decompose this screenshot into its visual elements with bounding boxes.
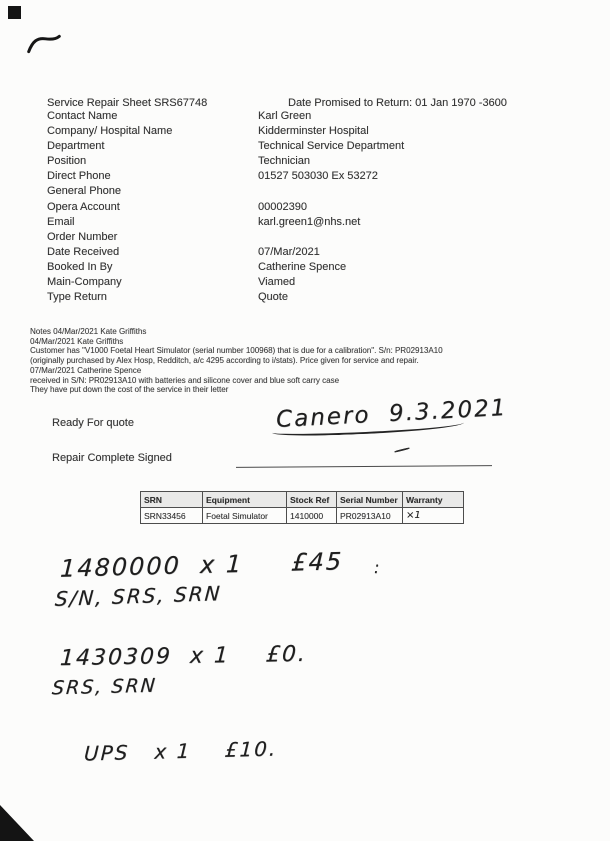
field-row-department [47, 140, 567, 155]
field-row-date-received [47, 246, 567, 261]
header-warranty: Warranty [403, 492, 464, 508]
field-label: General Phone [47, 185, 121, 198]
ready-for-quote-label: Ready For quote [52, 417, 134, 429]
notes-line: They have put down the cost of the service in their letter [30, 385, 229, 395]
field-grid [47, 110, 567, 306]
notes-line: 04/Mar/2021 Kate Griffiths [30, 336, 124, 346]
field-row-direct-phone [47, 170, 567, 185]
field-label: Type Return [47, 291, 107, 304]
field-row-email [47, 216, 567, 231]
repair-items-table [140, 491, 464, 524]
header-serial-number: Serial Number [337, 492, 403, 508]
date-promised-text: Date Promised to Return: 01 Jan 1970 -3600 [288, 97, 507, 109]
field-row-order-number [47, 231, 567, 246]
pen-scribble-mark [25, 32, 63, 56]
table-row [141, 508, 464, 524]
field-value: Technician [258, 155, 310, 168]
field-label: Booked In By [47, 260, 113, 273]
handwritten-refs-line-1: S/N, SRS, SRN [54, 581, 223, 611]
field-row-position [47, 155, 567, 170]
field-label: Main-Company [47, 276, 122, 289]
header-srn: SRN [141, 492, 203, 508]
field-value: 01527 503030 Ex 53272 [258, 170, 378, 183]
handwritten-colon-mark: : [374, 558, 382, 577]
field-label: Order Number [47, 230, 118, 243]
notes-line: Customer has "V1000 Foetal Heart Simulator (serial number 100968) that is due for a calibration". S/n: PR02913A10 [30, 346, 443, 356]
repair-complete-label: Repair Complete Signed [52, 452, 172, 464]
signature-scribble-mark [394, 447, 410, 453]
field-value: Kidderminster Hospital [258, 125, 369, 138]
handwritten-price-line-1: 1480000 x 1 £45 [59, 547, 344, 583]
field-label: Department [47, 140, 105, 153]
field-row-booked-in-by [47, 261, 567, 276]
field-value: 00002390 [258, 200, 307, 213]
field-value: Technical Service Department [258, 140, 405, 153]
field-row-company [47, 125, 567, 140]
notes-line: Notes 04/Mar/2021 Kate Griffiths [30, 327, 147, 336]
field-value: Quote [258, 291, 288, 304]
field-value: Catherine Spence [258, 260, 347, 273]
header-stock-ref: Stock Ref [287, 492, 337, 508]
field-value: karl.green1@nhs.net [258, 215, 361, 228]
field-value: 07/Mar/2021 [258, 245, 320, 258]
field-label: Direct Phone [47, 170, 111, 183]
cell-serial-number: PR02913A10 [337, 508, 403, 524]
field-value: Viamed [258, 276, 296, 289]
handwritten-price-line-3: UPS x 1 £10. [83, 736, 278, 766]
signature-line [236, 465, 492, 468]
notes-line: (originally purchased by Alex Hosp, Redditch, a/c 4295 according to i/stats). Price given for service and repair. [30, 356, 419, 366]
cell-srn: SRN33456 [141, 508, 203, 524]
handwritten-signature: Canero 9.3.2021 [275, 394, 508, 434]
field-row-main-company [47, 276, 567, 291]
notes-block [30, 327, 582, 395]
handwritten-refs-line-2: SRS, SRN [51, 674, 158, 700]
table-header-row [141, 492, 464, 508]
field-label: Company/ Hospital Name [47, 125, 173, 138]
field-row-general-phone [47, 185, 567, 200]
field-label: Date Received [47, 245, 120, 258]
field-label: Contact Name [47, 110, 118, 122]
notes-line: 07/Mar/2021 Catherine Spence [30, 365, 142, 375]
field-row-contact-name [47, 110, 567, 125]
scan-corner-artifact [0, 805, 34, 841]
cell-stock-ref: 1410000 [287, 508, 337, 524]
cell-equipment: Foetal Simulator [203, 508, 287, 524]
field-row-type-return [47, 291, 567, 306]
cell-warranty-handwritten: ×1 [403, 508, 464, 524]
field-label: Position [47, 155, 87, 168]
field-row-opera-account [47, 201, 567, 216]
field-label: Opera Account [47, 200, 120, 213]
header-equipment: Equipment [203, 492, 287, 508]
handwritten-price-line-2: 1430309 x 1 £0. [59, 641, 308, 672]
notes-line: received in S/N: PR02913A10 with batteries and silicone cover and blue soft carry case [30, 375, 340, 385]
field-value: Karl Green [258, 110, 312, 122]
scan-artifact-square [8, 6, 21, 19]
field-label: Email [47, 215, 75, 228]
document-title: Service Repair Sheet SRS67748 [47, 97, 208, 109]
